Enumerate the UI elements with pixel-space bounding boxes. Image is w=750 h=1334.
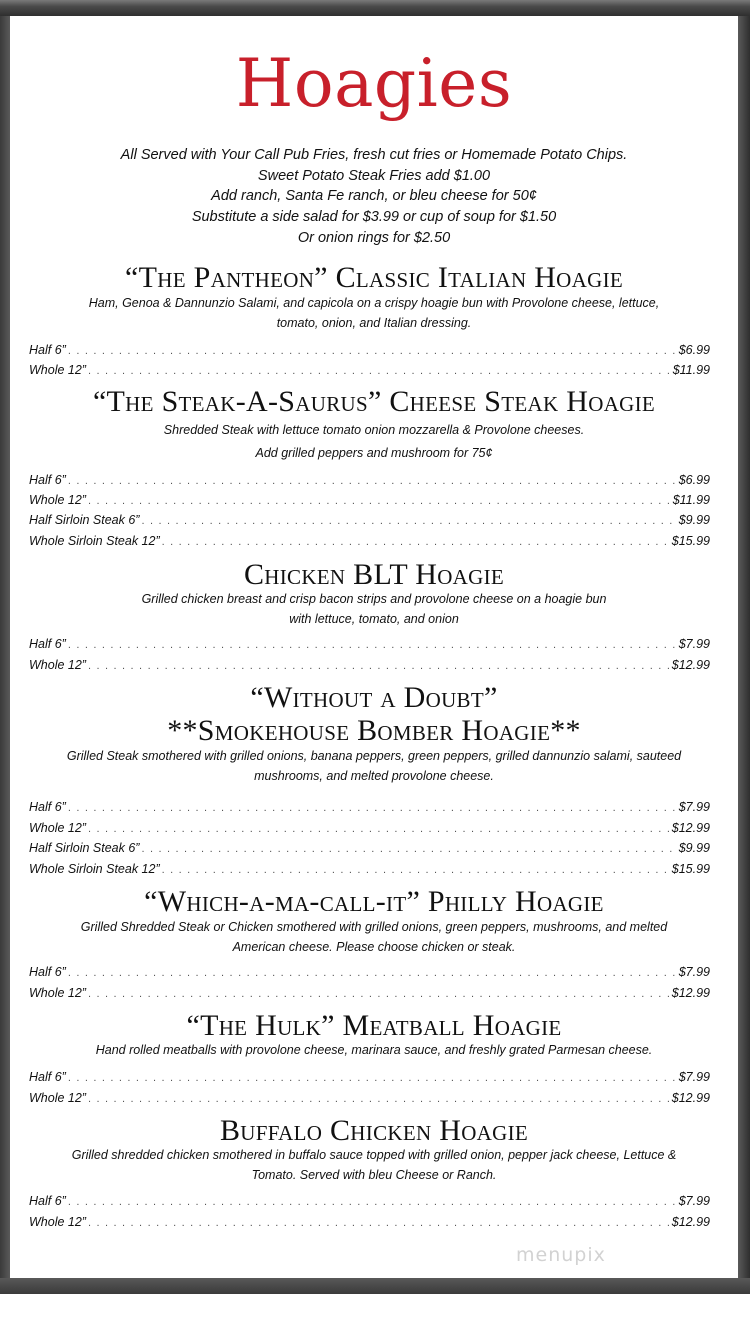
price-row — [29, 340, 710, 360]
price-row — [29, 490, 710, 510]
leader-dots — [68, 471, 677, 491]
page-title: Hoagies — [235, 45, 513, 122]
leader-dots — [88, 656, 670, 676]
section-heading: Chicken BLT Hoagie — [243, 558, 505, 591]
section-description — [30, 421, 718, 463]
intro-line: Sweet Potato Steak Fries add $1.00 — [257, 167, 491, 184]
description-line: mushrooms, and melted provolone cheese. — [254, 768, 494, 783]
frame-left — [0, 16, 10, 1280]
leader-dots — [88, 361, 671, 381]
item-label: Whole Sirloin Steak 12” — [29, 534, 160, 548]
item-label: Half 6” — [29, 637, 66, 651]
leader-dots — [141, 511, 676, 531]
section-description — [30, 747, 718, 786]
item-price: $12.99 — [671, 1091, 710, 1105]
description-line: Ham, Genoa & Dannunzio Salami, and capicola on a crispy hoagie bun with Provolone cheese, lettuce, — [88, 296, 660, 310]
item-label: Half 6” — [29, 965, 66, 979]
section-heading: “The Steak-A-Saurus” Cheese Steak Hoagie — [92, 385, 656, 418]
item-label: Half Sirloin Steak 6” — [29, 513, 140, 527]
watermark-logo: menupix — [516, 1244, 606, 1266]
leader-dots — [68, 1068, 677, 1088]
menu-page — [10, 16, 738, 1278]
price-row — [29, 531, 710, 551]
price-row — [29, 797, 710, 817]
price-row — [29, 510, 710, 530]
leader-dots — [68, 798, 677, 818]
item-price: $12.99 — [671, 821, 710, 835]
leader-dots — [68, 341, 677, 361]
leader-dots — [162, 532, 670, 552]
section-description — [30, 1146, 718, 1185]
leader-dots — [88, 1213, 670, 1233]
section-heading: “The Pantheon” Classic Italian Hoagie — [124, 261, 623, 294]
price-row — [29, 470, 710, 490]
leader-dots — [88, 1089, 670, 1109]
description-line: Grilled Steak smothered with grilled onions, banana peppers, green peppers, grilled dannunzio salami, sauteed — [66, 749, 682, 763]
intro-text — [10, 145, 738, 249]
price-row — [29, 1067, 710, 1087]
item-price: $7.99 — [678, 800, 710, 814]
price-row — [29, 962, 710, 982]
description-line: Add grilled peppers and mushroom for 75¢ — [255, 445, 493, 460]
leader-dots — [68, 963, 677, 983]
description-line: Grilled chicken breast and crisp bacon strips and provolone cheese on a hoagie bun — [141, 592, 607, 606]
item-label: Half Sirloin Steak 6” — [29, 841, 140, 855]
section-description — [30, 918, 718, 957]
section-heading: “Which-a-ma-call-it” Philly Hoagie — [144, 885, 604, 918]
item-label: Whole 12” — [29, 821, 86, 835]
item-price: $9.99 — [678, 513, 710, 527]
item-price: $12.99 — [671, 1215, 710, 1229]
item-label: Half 6” — [29, 1194, 66, 1208]
intro-line: Or onion rings for $2.50 — [297, 229, 451, 246]
item-price: $12.99 — [671, 658, 710, 672]
price-row — [29, 818, 710, 838]
section-heading: **Smokehouse Bomber Hoagie** — [167, 714, 581, 747]
section-description — [30, 1041, 718, 1061]
description-line: Hand rolled meatballs with provolone cheese, marinara sauce, and freshly grated Parmesan cheese. — [95, 1043, 653, 1057]
description-line: Grilled Shredded Steak or Chicken smothered with grilled onions, green peppers, mushrooms, and melted — [80, 920, 668, 934]
price-row — [29, 634, 710, 654]
leader-dots — [88, 491, 671, 511]
price-row — [29, 1088, 710, 1108]
frame-right — [738, 16, 750, 1280]
price-row — [29, 1191, 710, 1211]
price-row — [29, 838, 710, 858]
price-row — [29, 983, 710, 1003]
item-label: Whole 12” — [29, 493, 86, 507]
price-row — [29, 360, 710, 380]
section-heading: “Without a Doubt” — [250, 681, 498, 714]
intro-line: All Served with Your Call Pub Fries, fresh cut fries or Homemade Potato Chips. — [120, 147, 628, 163]
item-price: $7.99 — [678, 637, 710, 651]
price-row — [29, 1212, 710, 1232]
description-line: American cheese. Please choose chicken or steak. — [232, 939, 516, 954]
intro-line: Add ranch, Santa Fe ranch, or bleu cheese for 50¢ — [211, 188, 537, 205]
item-price: $12.99 — [671, 986, 710, 1000]
item-label: Half 6” — [29, 343, 66, 357]
item-label: Half 6” — [29, 1070, 66, 1084]
item-label: Whole 12” — [29, 1091, 86, 1105]
price-row — [29, 655, 710, 675]
item-label: Whole 12” — [29, 986, 86, 1000]
description-line: Grilled shredded chicken smothered in buffalo sauce topped with grilled onion, pepper jack cheese, Lettuce & — [71, 1148, 677, 1162]
price-row — [29, 859, 710, 879]
item-price: $9.99 — [678, 841, 710, 855]
description-line: tomato, onion, and Italian dressing. — [276, 315, 472, 330]
item-price: $15.99 — [671, 862, 710, 876]
frame-top — [0, 0, 750, 16]
item-label: Whole 12” — [29, 363, 86, 377]
item-price: $11.99 — [672, 493, 710, 507]
section-description — [30, 590, 718, 629]
item-label: Half 6” — [29, 800, 66, 814]
item-price: $15.99 — [671, 534, 710, 548]
item-price: $7.99 — [678, 1070, 710, 1084]
item-label: Whole 12” — [29, 658, 86, 672]
leader-dots — [68, 635, 677, 655]
item-price: $7.99 — [678, 1194, 710, 1208]
leader-dots — [68, 1192, 677, 1212]
description-line: Tomato. Served with bleu Cheese or Ranch. — [251, 1167, 497, 1182]
item-label: Whole Sirloin Steak 12” — [29, 862, 160, 876]
item-price: $6.99 — [678, 343, 710, 357]
description-line: Shredded Steak with lettuce tomato onion mozzarella & Provolone cheeses. — [163, 423, 585, 437]
item-label: Half 6” — [29, 473, 66, 487]
leader-dots — [88, 819, 670, 839]
item-price: $11.99 — [672, 363, 710, 377]
item-price: $6.99 — [678, 473, 710, 487]
frame-bottom — [0, 1278, 750, 1294]
intro-line: Substitute a side salad for $3.99 or cup of soup for $1.50 — [191, 209, 557, 226]
section-heading: “The Hulk” Meatball Hoagie — [186, 1009, 562, 1042]
item-label: Whole 12” — [29, 1215, 86, 1229]
leader-dots — [141, 839, 676, 859]
leader-dots — [88, 984, 670, 1004]
section-heading: Buffalo Chicken Hoagie — [219, 1114, 529, 1147]
section-description — [30, 294, 718, 333]
description-line: with lettuce, tomato, and onion — [289, 611, 459, 626]
leader-dots — [162, 860, 670, 880]
item-price: $7.99 — [678, 965, 710, 979]
